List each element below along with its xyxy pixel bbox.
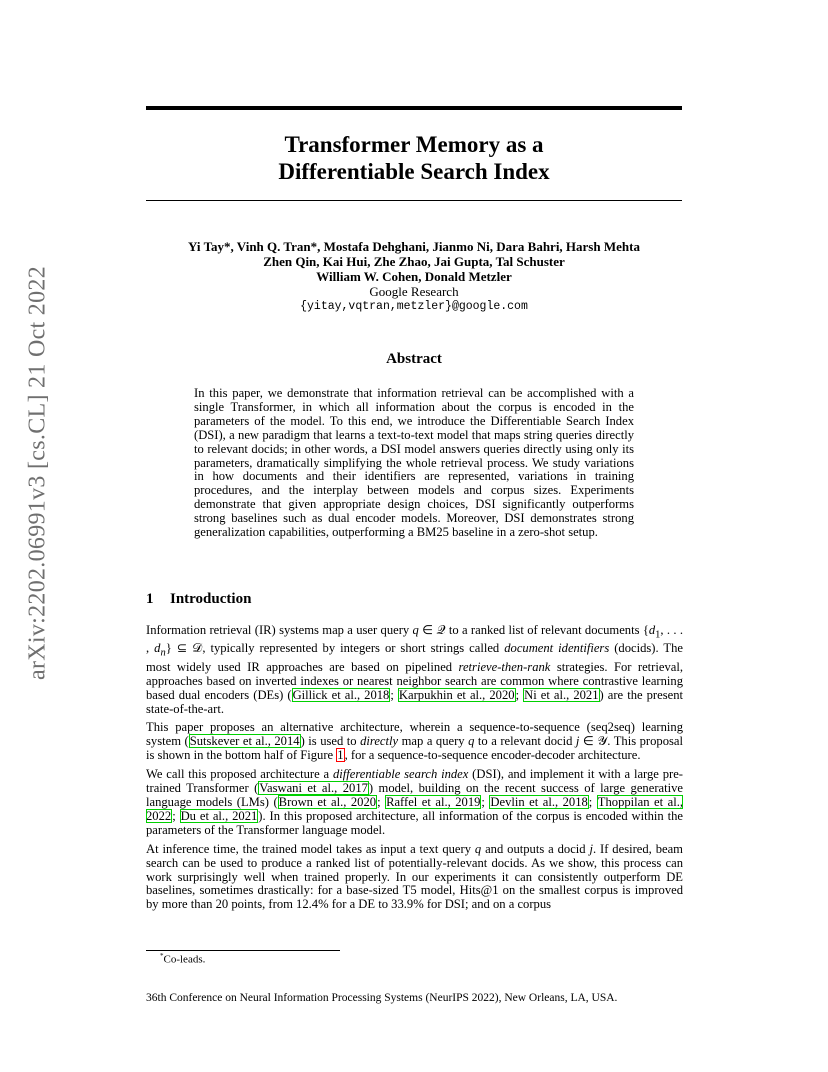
paper-title [146, 131, 682, 185]
author-line-2: Zhen Qin, Kai Hui, Zhe Zhao, Jai Gupta, Tal Schuster [263, 254, 565, 269]
abstract-heading: Abstract [386, 351, 442, 367]
citation-link[interactable]: Karpukhin et al., 2020 [398, 687, 515, 702]
paragraph-3: We call this proposed architecture a differentiable search index (DSI), and implement it with a large pre-trained Transformer (Vaswani et al., 2017) model, building on the recent success of large generative language models (LMs) (Brown et al., 2020; Raffel et al., 2019; Devlin et al., 2018; Thoppilan et al., 2022; Du et al., 2021). In this proposed architecture, all information of the corpus is encoded within the parameters of the Transformer language model. [146, 767, 683, 837]
figure-reference-link[interactable]: 1 [337, 748, 344, 763]
affiliation: Google Research [369, 284, 459, 299]
conference-footer: 36th Conference on Neural Information Processing Systems (NeurIPS 2022), New Orleans, LA, USA. [146, 992, 618, 1004]
title-line-2: Differentiable Search Index [278, 159, 550, 184]
title-bottom-rule [146, 200, 682, 201]
footnote: *Co-leads. [160, 952, 206, 966]
footnote-rule [146, 950, 340, 951]
author-list [146, 239, 682, 284]
paragraph-4: At inference time, the trained model takes as input a text query q and outputs a docid j. If desired, beam search can be used to produce a ranked list of potentially-relevant docids. As we show, this process can work surprisingly well when trained properly. In our experiments it can consistently outperform DE baselines, sometimes drastically: for a base-sized T5 model, Hits@1 on the smallest corpus is improved by more than 20 points, from 12.4% for a DE to 33.9% for DSI; and on a corpus [146, 841, 683, 912]
citation-link[interactable]: Devlin et al., 2018 [490, 795, 588, 809]
citation-link[interactable]: Du et al., 2021 [180, 808, 258, 823]
paragraph-1: Information retrieval (IR) systems map a user query q ∈ 𝒬 to a ranked list of relevant documents {$d_1$, . . . , $d_n$} ⊆ 𝒟, typically represented by integers or short strings called document identifiers (docids). The most widely used IR approaches are based on pipelined retrieve-then-rank strategies. For retrieval, approaches based on inverted indexes or nearest neighbor search are common where contrastive learning based dual encoders (DEs) (Gillick et al., 2018; Karpukhin et al., 2020; Ni et al., 2021) are the present state-of-the-art. [146, 623, 684, 716]
body-text [146, 624, 683, 917]
citation-link[interactable]: Gillick et al., 2018 [292, 687, 390, 702]
title-line-1: Transformer Memory as a [284, 132, 544, 157]
citation-link[interactable]: Thoppilan et al., 2022 [146, 795, 683, 823]
arxiv-identifier: arXiv:2202.06991v3 [cs.CL] 21 Oct 2022 [24, 265, 51, 680]
arxiv-sidebar [8, 265, 68, 680]
citation-link[interactable]: Sutskever et al., 2014 [189, 734, 300, 749]
author-line-3: William W. Cohen, Donald Metzler [316, 269, 512, 284]
paragraph-2: This paper proposes an alternative architecture, wherein a sequence-to-sequence (seq2seq) learning system (Sutskever et al., 2014) is used to directly map a query q to a relevant docid j ∈ 𝒴. This proposal is shown in the bottom half of Figure 1, for a sequence-to-sequence encoder-decoder architecture. [146, 720, 683, 763]
author-email: {yitay,vqtran,metzler}@google.com [300, 300, 528, 313]
author-line-1: Yi Tay*, Vinh Q. Tran*, Mostafa Dehghani, Jianmo Ni, Dara Bahri, Harsh Mehta [188, 239, 640, 254]
citation-link[interactable]: Ni et al., 2021 [524, 687, 599, 702]
title-top-rule [146, 106, 682, 110]
citation-link[interactable]: Vaswani et al., 2017 [259, 781, 368, 796]
section-title: Introduction [170, 591, 252, 607]
abstract-text: In this paper, we demonstrate that information retrieval can be accomplished with a single Transformer, in which all information about the corpus is encoded in the parameters of the model. To this end, we introduce the Differentiable Search Index (DSI), a new paradigm that learns a text-to-text model that maps string queries directly to relevant docids; in other words, a DSI model answers queries directly using only its parameters, dramatically simplifying the whole retrieval process. We study variations in how documents and their identifiers are represented, variations in training procedures, and the interplay between models and corpus sizes. Experiments demonstrate that given appropriate design choices, DSI significantly outperforms strong baselines such as dual encoder models. Moreover, DSI demonstrates strong generalization capabilities, outperforming a BM25 baseline in a zero-shot setup. [194, 386, 634, 540]
citation-link[interactable]: Brown et al., 2020 [278, 795, 377, 809]
citation-link[interactable]: Raffel et al., 2019 [386, 795, 481, 809]
section-number: 1 [146, 591, 154, 607]
section-heading [146, 591, 682, 608]
